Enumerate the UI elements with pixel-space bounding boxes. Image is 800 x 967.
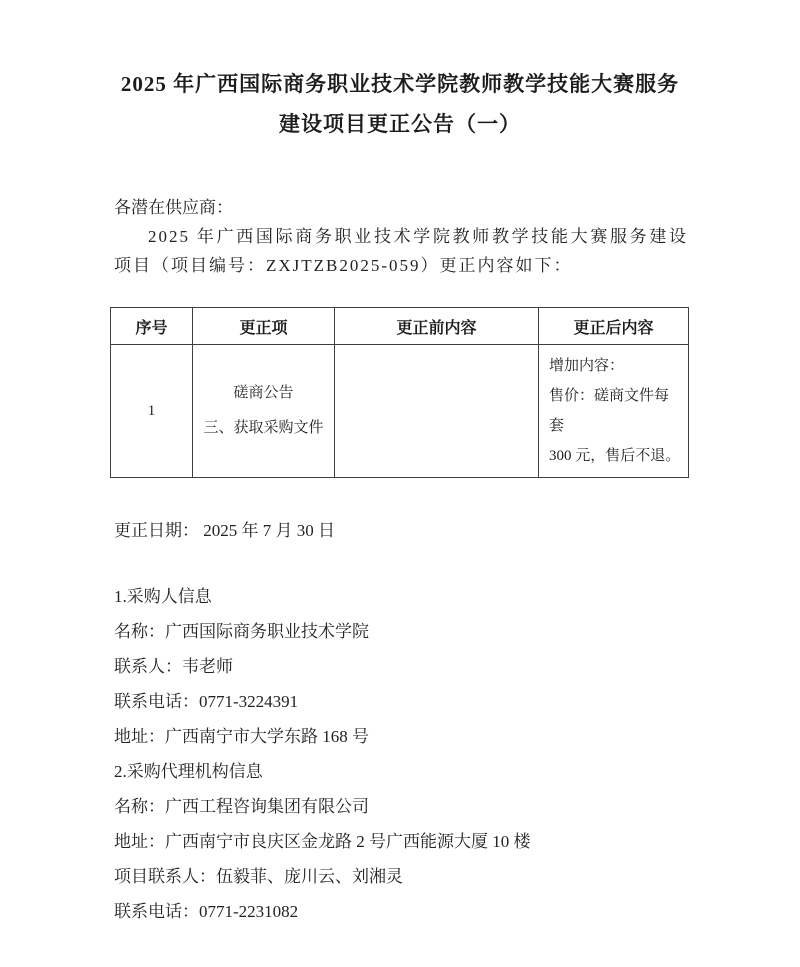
contact-info — [110, 579, 688, 929]
agency-address: 地址：广西南宁市良庆区金龙路 2 号广西能源大厦 10 楼 — [114, 832, 531, 851]
agency-heading: 2.采购代理机构信息 — [114, 762, 263, 781]
agency-contacts: 项目联系人：伍毅菲、庞川云、刘湘灵 — [114, 867, 403, 886]
agency-phone: 联系电话：0771-2231082 — [114, 902, 299, 921]
purchaser-name: 名称：广西国际商务职业技术学院 — [114, 622, 369, 641]
salutation: 各潜在供应商： — [114, 198, 233, 217]
after-content-line-1: 增加内容： — [549, 358, 625, 374]
cell-correction-item — [193, 345, 335, 478]
purchaser-address: 地址：广西南宁市大学东路 168 号 — [114, 727, 369, 746]
page-title — [0, 0, 800, 144]
table-row — [111, 345, 689, 478]
correction-table — [110, 307, 689, 478]
col-header-correction-item: 更正项 — [193, 308, 335, 345]
purchaser-heading: 1.采购人信息 — [114, 587, 212, 606]
col-header-seq: 序号 — [111, 308, 193, 345]
purchaser-info-section — [110, 579, 688, 754]
intro-paragraph: 2025 年广西国际商务职业技术学院教师教学技能大赛服务建设项目（项目编号：ZXJTZB2025-059）更正内容如下： — [114, 227, 688, 275]
correction-item-line-2: 三、获取采购文件 — [203, 420, 324, 436]
agency-name: 名称：广西工程咨询集团有限公司 — [114, 797, 369, 816]
correction-item-line-1: 磋商公告 — [233, 385, 294, 401]
purchaser-contact: 联系人：韦老师 — [114, 657, 233, 676]
after-content-line-2: 售价：磋商文件每套 — [549, 388, 670, 434]
cell-after-content — [539, 345, 689, 478]
col-header-after-content: 更正后内容 — [539, 308, 689, 345]
purchaser-phone: 联系电话：0771-3224391 — [114, 692, 299, 711]
cell-seq: 1 — [111, 345, 193, 478]
title-line-2: 建设项目更正公告（一） — [279, 112, 521, 136]
correction-date: 更正日期： 2025 年 7 月 30 日 — [114, 521, 335, 540]
agency-info-section — [110, 754, 688, 929]
table-header-row — [111, 308, 689, 345]
cell-before-content — [335, 345, 539, 478]
title-line-1: 2025 年广西国际商务职业技术学院教师教学技能大赛服务 — [120, 72, 680, 96]
after-content-line-3: 300 元，售后不退。 — [549, 448, 681, 464]
col-header-before-content: 更正前内容 — [335, 308, 539, 345]
document-body — [110, 193, 688, 929]
